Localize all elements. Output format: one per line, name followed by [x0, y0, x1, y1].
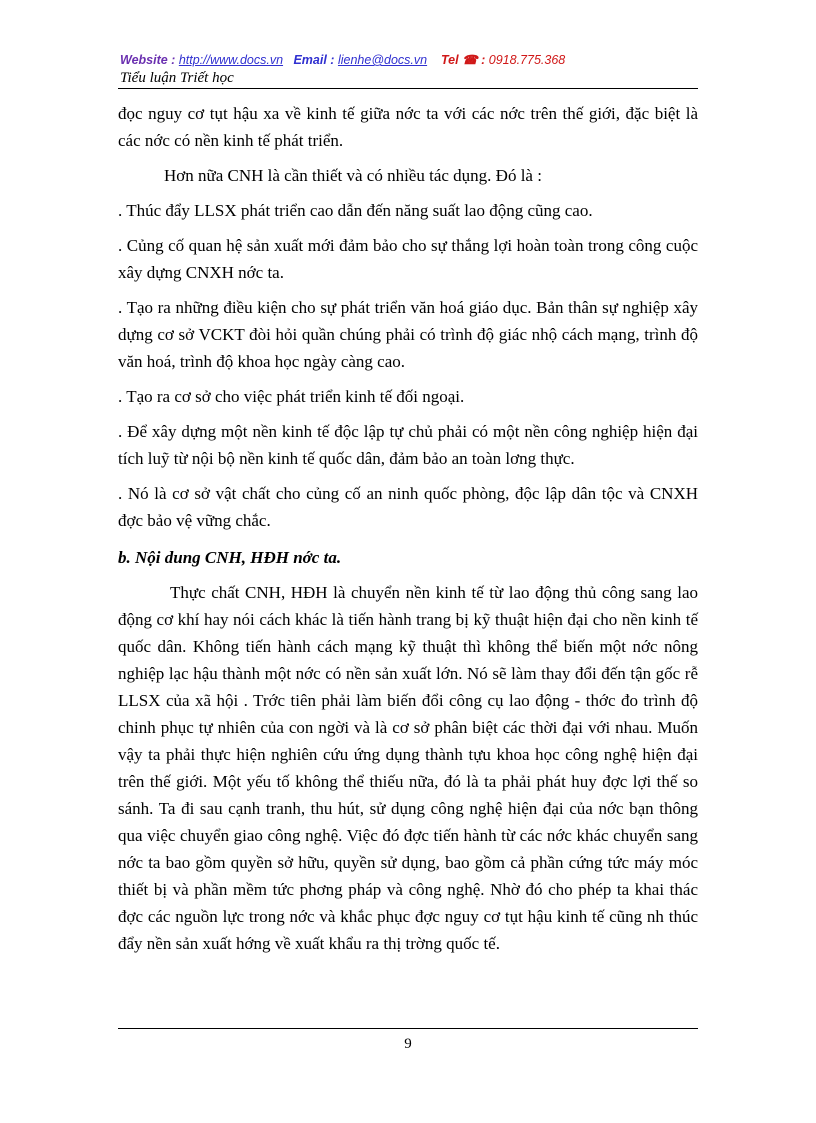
document-body [118, 100, 698, 957]
bullet-item: . Tạo ra những điều kiện cho sự phát triển văn hoá giáo dục. Bản thân sự nghiệp xây dựng cơ sở VCKT đòi hỏi quần chúng phải có trình độ giác nhộ cách mạng, trình độ văn hoá, trình độ khoa học ngày càng cao. [118, 298, 698, 371]
website-label: Website : [120, 53, 176, 67]
paragraph: Hơn nữa CNH là cần thiết và có nhiều tác dụng. Đó là : [164, 166, 542, 185]
bullet-item: . Tạo ra cơ sở cho việc phát triển kinh tế đối ngoại. [118, 387, 465, 406]
page-number: 9 [404, 1036, 412, 1052]
page-header-contact [120, 52, 565, 67]
bullet-item: . Để xây dựng một nền kinh tế độc lập tự chủ phải có một nền công nghiệp hiện đại tích luỹ từ nội bộ nền kinh tế quốc dân, đảm bảo an toàn lơng thực. [118, 422, 698, 468]
paragraph: Thực chất CNH, HĐH là chuyển nền kinh tế từ lao động thủ công sang lao động cơ khí hay nói cách khác là tiến hành trang bị kỹ thuật hiện đại cho nền kinh tế quốc dân. Không tiến hành cách mạng kỹ thuật thì không thể biến một nớc nông nghiệp lạc hậu thành một nớc có nền sản xuất lớn. Nó sẽ làm thay đổi đến tận gốc rễ LLSX của xã hội . Trớc tiên phải làm biến đổi công cụ lao động - thớc đo trình độ chinh phục tự nhiên của con ngời và là cơ sở phân biệt các thời đại với nhau. Muốn vậy ta phải thực hiện nghiên cứu ứng dụng thành tựu khoa học công nghệ hiện đại trên thế giới. Một yếu tố không thể thiếu nữa, đó là ta phải phát huy đợc lợi thế so sánh. Ta đi sau cạnh tranh, thu hút, sử dụng công nghệ hiện đại của nớc bạn thông qua việc chuyển giao công nghệ. Việc đó đợc tiến hành từ các nớc khác chuyển sang nớc ta bao gồm quyền sở hữu, quyền sử dụng, bao gồm cả phần cứng tức máy móc thiết bị và phần mềm tức phơng pháp và công nghệ. Nhờ đó cho phép ta khai thác đợc các nguồn lực trong nớc và khắc phục đợc nguy cơ tụt hậu kinh tế cũng nh thúc đẩy nền sản xuất hớng về xuất khẩu ra thị trờng quốc tế. [118, 583, 698, 953]
bullet-item: . Củng cố quan hệ sản xuất mới đảm bảo cho sự thắng lợi hoàn toàn trong công cuộc xây dựng CNXH nớc ta. [118, 236, 698, 282]
website-link[interactable]: http://www.docs.vn [178, 53, 284, 67]
email-label: Email : [293, 53, 335, 67]
bullet-item: . Nó là cơ sở vật chất cho củng cố an ninh quốc phòng, độc lập dân tộc và CNXH đợc bảo vệ vững chắc. [118, 484, 698, 530]
footer-rule [118, 1028, 698, 1029]
bullet-item: . Thúc đẩy LLSX phát triển cao dẫn đến năng suất lao động cũng cao. [118, 201, 593, 220]
paragraph: đọc nguy cơ tụt hậu xa về kinh tế giữa nớc ta với các nớc trên thế giới, đặc biệt là các nớc có nền kinh tế phát triển. [118, 104, 698, 150]
section-heading: b. Nội dung CNH, HĐH nớc ta. [118, 548, 342, 567]
tel-label: Tel ☎ : [441, 53, 486, 67]
document-subject: Tiểu luận Triết học [120, 70, 234, 86]
tel-value: 0918.775.368 [488, 53, 566, 67]
header-rule [118, 88, 698, 89]
email-link[interactable]: lienhe@docs.vn [337, 53, 428, 67]
